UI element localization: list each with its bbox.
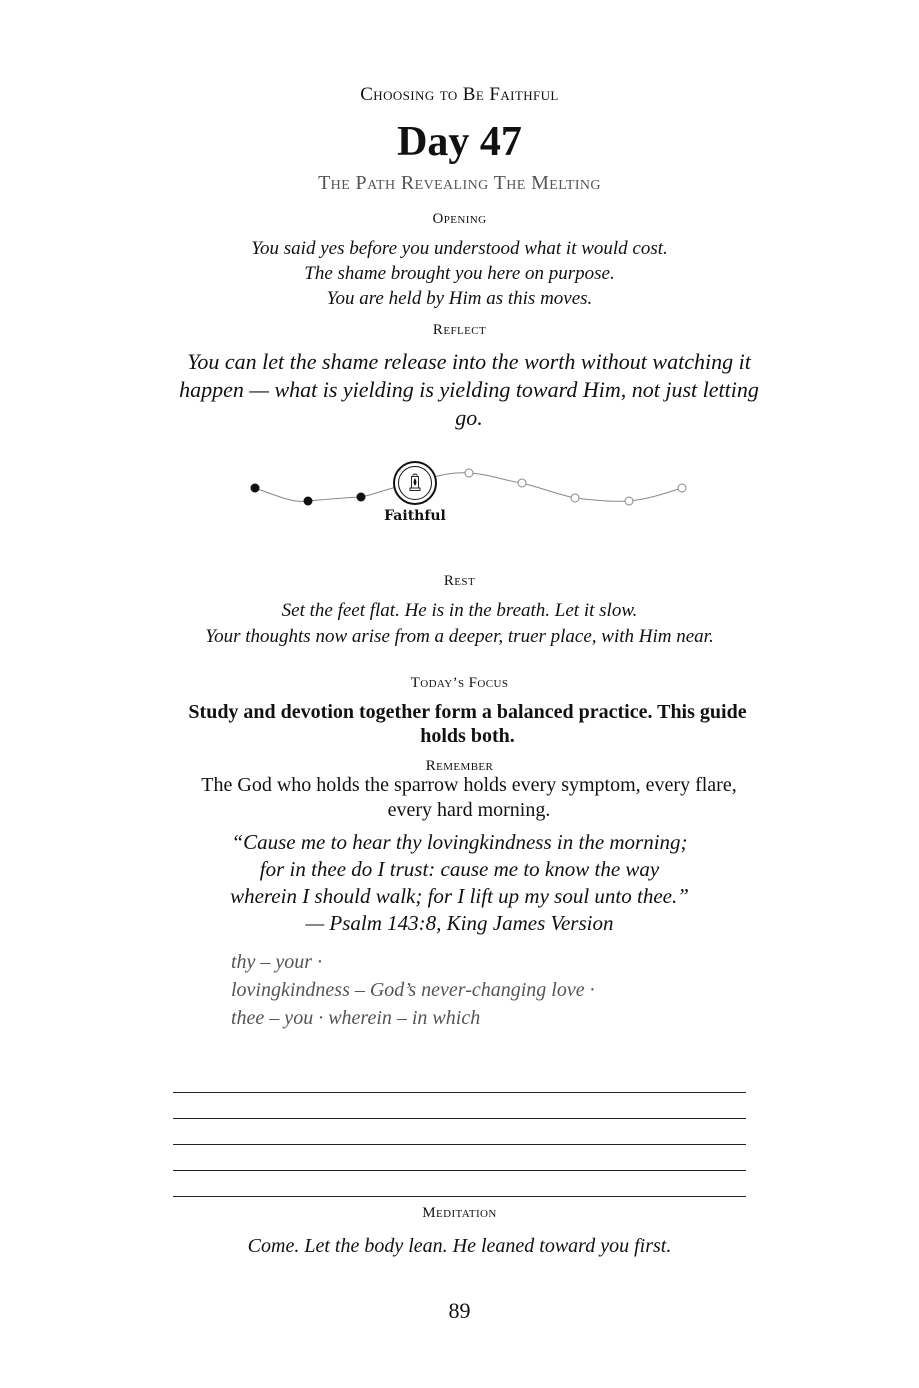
- reflect-text: You can let the shame release into the worth without watching it happen — what is yielding is yielding toward Him, not just letting go.: [179, 349, 759, 430]
- completed-step-dot: [304, 497, 313, 506]
- glossary-line: thy – your ·: [231, 951, 323, 973]
- meditation-label: Meditation: [422, 1205, 497, 1221]
- glossary: [231, 948, 751, 1032]
- upcoming-step-dot: [571, 494, 579, 502]
- verse-line: for in thee do I trust: cause me to know the way: [259, 857, 660, 881]
- journey-path: [240, 455, 700, 535]
- glossary-line: thee – you · wherein – in which: [231, 1007, 481, 1029]
- day-subtitle: The Path Revealing The Melting: [318, 172, 601, 194]
- verse-line: wherein I should walk; for I lift up my soul unto thee.”: [230, 884, 689, 908]
- rest-label: Rest: [443, 573, 476, 589]
- glossary-line: lovingkindness – God’s never-changing love ·: [231, 979, 595, 1001]
- upcoming-step-dot: [518, 479, 526, 487]
- journal-line[interactable]: [173, 1170, 746, 1171]
- journal-line[interactable]: [173, 1092, 746, 1093]
- day-title: Day 47: [397, 119, 522, 165]
- opening-label: Opening: [432, 211, 487, 227]
- focus-text: Study and devotion together form a balanced practice. This guide holds both.: [188, 701, 747, 747]
- completed-step-dot: [357, 493, 366, 502]
- meditation-text: Come. Let the body lean. He leaned toward you first.: [247, 1235, 672, 1257]
- remember-label: Remember: [425, 758, 494, 774]
- opening-text: [0, 236, 919, 311]
- current-step-label: Faithful: [384, 508, 446, 524]
- focus-label: Today’s Focus: [410, 675, 509, 691]
- rest-line: Your thoughts now arise from a deeper, truer place, with Him near.: [205, 626, 714, 647]
- rest-text: [0, 598, 919, 650]
- reflect-label: Reflect: [432, 322, 487, 338]
- page-number: 89: [448, 1298, 471, 1323]
- current-step-marker: [394, 462, 436, 504]
- rest-line: Set the feet flat. He is in the breath. Let it slow.: [281, 600, 638, 621]
- upcoming-step-dot: [465, 469, 473, 477]
- series-title: Choosing to Be Faithful: [360, 84, 559, 105]
- lantern-icon: [410, 474, 420, 491]
- journal-line[interactable]: [173, 1144, 746, 1145]
- verse-line: “Cause me to hear thy lovingkindness in the morning;: [231, 830, 688, 854]
- upcoming-step-dot: [625, 497, 633, 505]
- opening-line: You said yes before you understood what it would cost.: [251, 238, 668, 259]
- upcoming-step-dot: [678, 484, 686, 492]
- journal-line[interactable]: [173, 1118, 746, 1119]
- journal-line[interactable]: [173, 1196, 746, 1197]
- completed-step-dot: [251, 484, 260, 493]
- verse-citation: — Psalm 143:8, King James Version: [305, 911, 614, 935]
- opening-line: You are held by Him as this moves.: [326, 288, 593, 309]
- scripture-verse: [0, 829, 919, 937]
- opening-line: The shame brought you here on purpose.: [304, 263, 615, 284]
- remember-text: The God who holds the sparrow holds every symptom, every flare, every hard morning.: [201, 774, 737, 821]
